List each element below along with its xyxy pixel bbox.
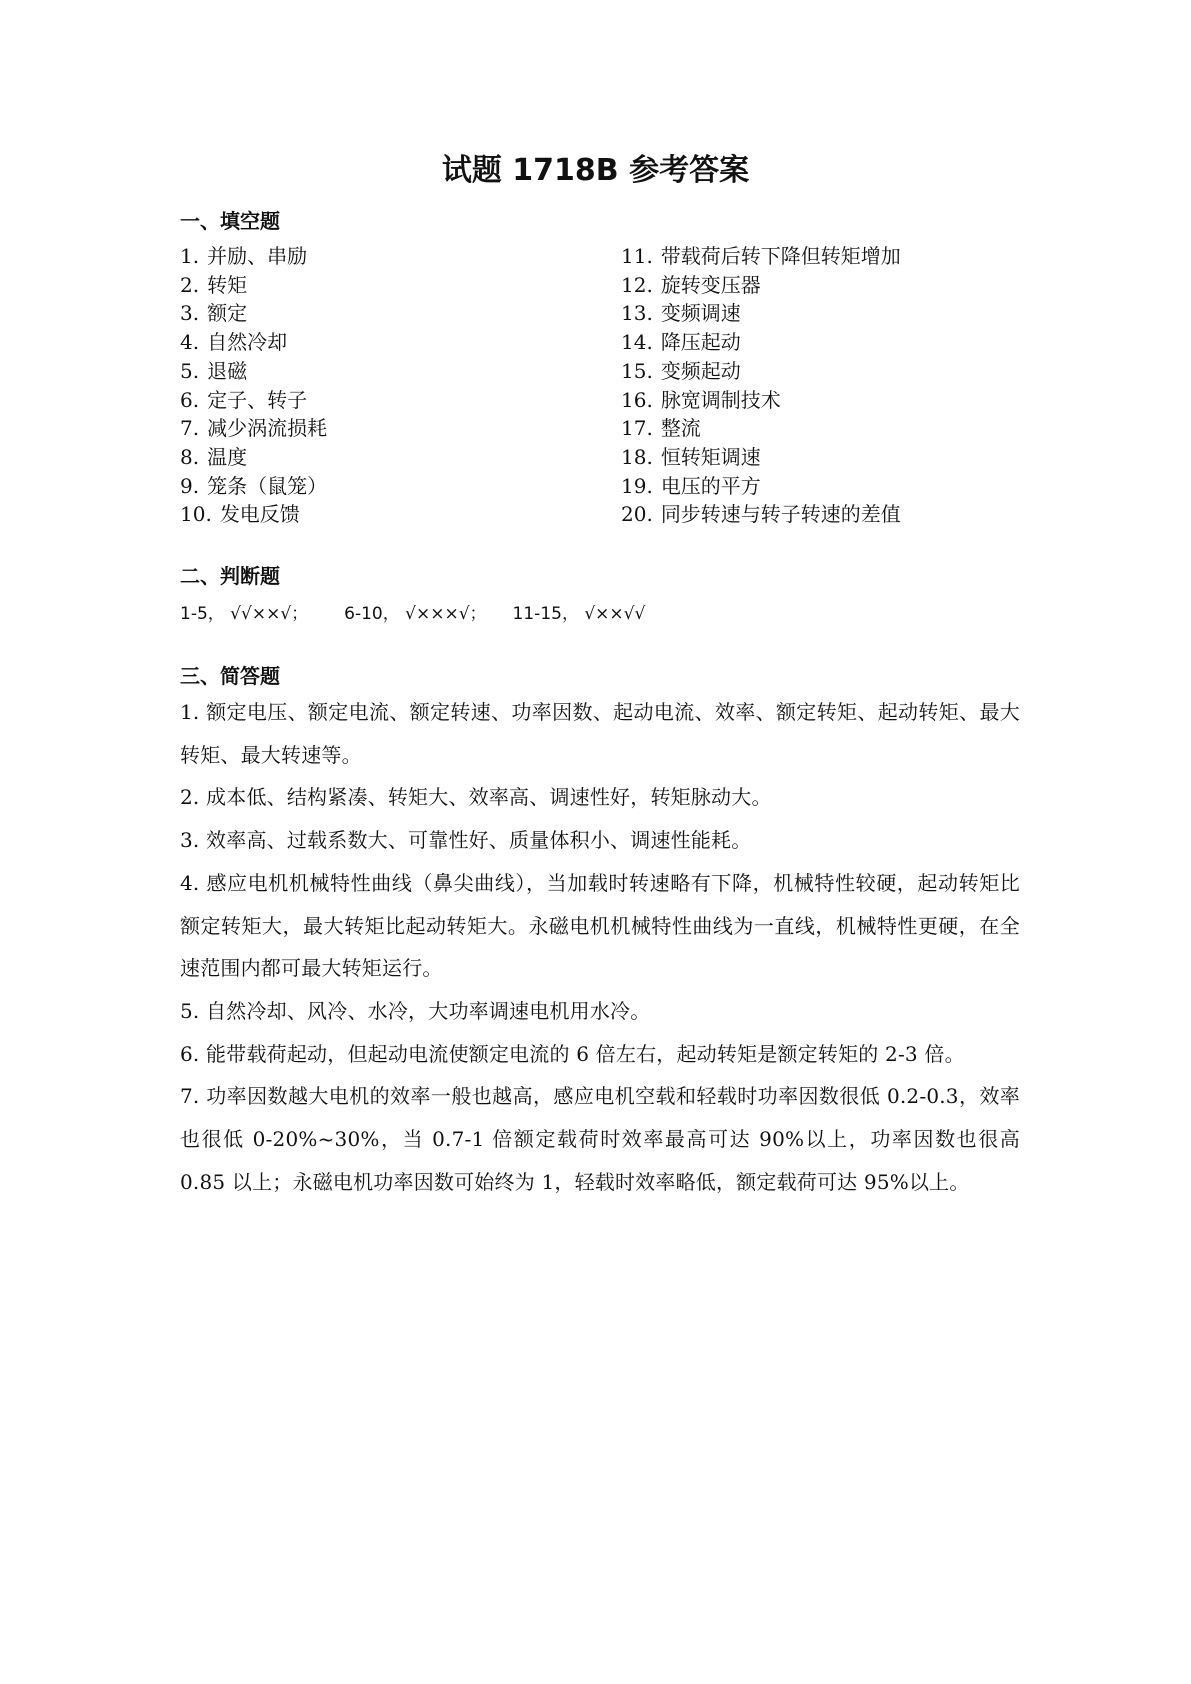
short-answer: 2. 成本低、结构紧凑、转矩大、效率高、调速性好，转矩脉动大。 (180, 785, 772, 810)
fill-item: 16. 脉宽调制技术 (621, 387, 781, 412)
judge-group: 11-15， √××√√ (512, 604, 646, 624)
page-title: 试题 1718B 参考答案 (441, 153, 750, 188)
fill-item: 15. 变频起动 (621, 358, 741, 383)
section-heading-judge: 二、判断题 (180, 564, 280, 588)
short-answer: 7. 功率因数越大电机的效率一般也越高，感应电机空载和轻载时功率因数很低 0.2-0.3，效率也很低 0-20%~30%，当 0.7-1 倍额定载荷时效率最高可达 90%以上，功率因数也很高 0.85 以上；永磁电机功率因数可始终为 1，轻载时效率略低，额定载荷可达 95%以上。 (180, 1084, 1020, 1194)
short-answer: 3. 效率高、过载系数大、可靠性好、质量体积小、调速性能耗。 (180, 828, 752, 853)
short-answer: 4. 感应电机机械特性曲线（鼻尖曲线），当加载时转速略有下降，机械特性较硬，起动转矩比额定转矩大，最大转矩比起动转矩大。永磁电机机械特性曲线为一直线，机械特性更硬，在全速范围内都可最大转矩运行。 (180, 870, 1020, 981)
fill-item: 12. 旋转变压器 (621, 272, 761, 297)
short-answer: 5. 自然冷却、风冷、水冷，大功率调速电机用水冷。 (180, 998, 651, 1023)
fill-item: 5. 退磁 (180, 358, 248, 383)
fill-item: 1. 并励、串励 (180, 244, 308, 268)
short-answers (180, 691, 1020, 1203)
section-heading-fill: 一、填空题 (180, 209, 280, 233)
short-answer: 6. 能带载荷起动，但起动电流使额定电流的 6 倍左右，起动转矩是额定转矩的 2-3 倍。 (180, 1041, 965, 1066)
fill-item: 20. 同步转速与转子转速的差值 (621, 502, 901, 527)
fill-item: 14. 降压起动 (621, 330, 741, 355)
fill-item: 17. 整流 (621, 416, 701, 441)
fill-item: 8. 温度 (180, 444, 248, 469)
fill-item: 18. 恒转矩调速 (621, 444, 761, 469)
fill-item: 7. 减少涡流损耗 (180, 416, 328, 441)
fill-item: 6. 定子、转子 (180, 387, 308, 412)
fill-item: 19. 电压的平方 (621, 473, 761, 498)
judge-group: 1-5， √√××√； (180, 604, 309, 624)
judge-group: 6-10， √×××√； (344, 604, 487, 624)
fill-item: 10. 发电反馈 (180, 502, 300, 527)
fill-item: 4. 自然冷却 (180, 330, 288, 355)
fill-item: 9. 笼条（鼠笼） (180, 473, 328, 498)
fill-item: 2. 转矩 (180, 272, 248, 297)
fill-answers-right (621, 242, 901, 529)
fill-answers-left (180, 242, 327, 529)
section-heading-short: 三、简答题 (180, 664, 280, 688)
short-answer: 1. 额定电压、额定电流、额定转速、功率因数、起动电流、效率、额定转矩、起动转矩、最大转矩、最大转速等。 (180, 700, 1020, 767)
fill-item: 11. 带载荷后转下降但转矩增加 (621, 244, 901, 268)
fill-item: 3. 额定 (180, 301, 248, 326)
fill-item: 13. 变频调速 (621, 301, 741, 326)
judge-answers (180, 601, 645, 627)
